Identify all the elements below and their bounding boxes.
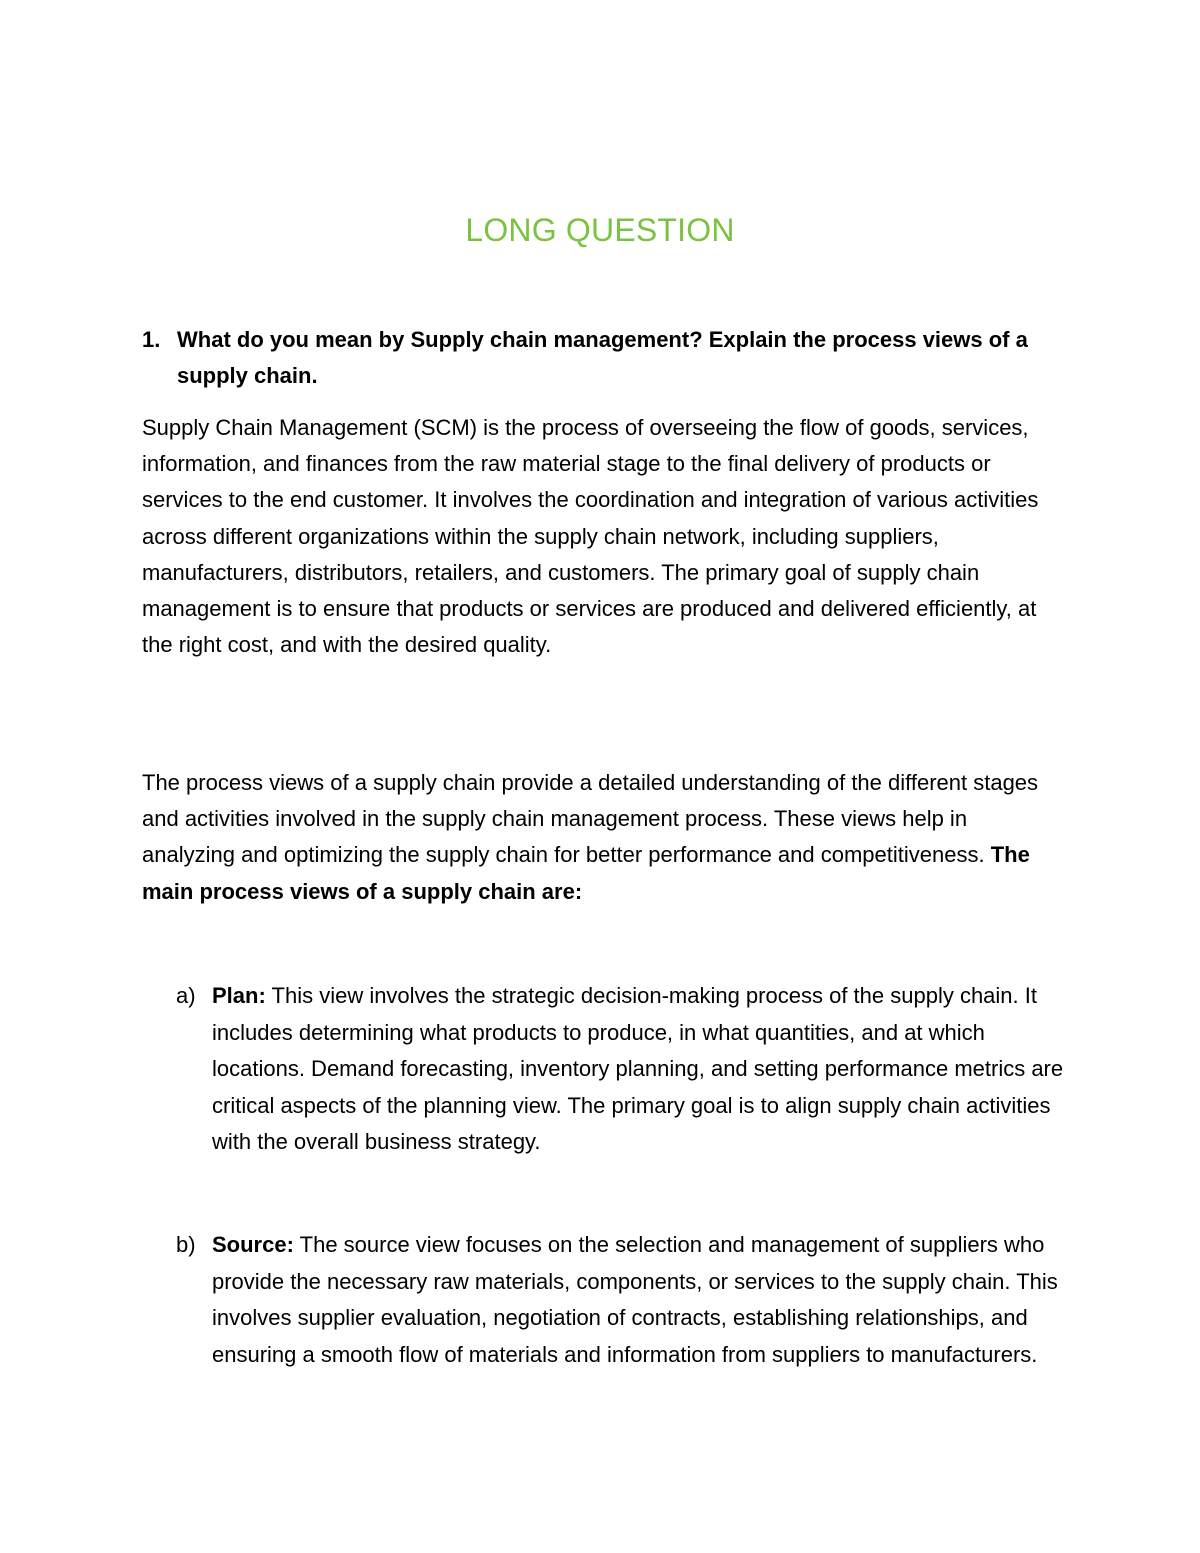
list-item-plan	[176, 978, 1076, 1161]
question-number: 1.	[142, 327, 161, 352]
list-item-term: Plan:	[212, 983, 266, 1008]
list-item-source	[176, 1227, 1076, 1373]
list-item-body	[212, 1227, 1076, 1373]
list-item-text: The source view focuses on the selection and management of suppliers who provide the necessary raw materials, components, or services to the supply chain. This involves supplier evaluation, negotiation of contracts, establishing relationships, and ensuring a smooth flow of materials and information from suppliers to manufacturers.	[212, 1232, 1058, 1367]
process-views-bold-lead: The main process views of a supply chain are:	[142, 842, 1030, 904]
list-item-text: This view involves the strategic decision-making process of the supply chain. It includes determining what products to produce, in what quantities, and at which locations. Demand forecasting, inventory planning, and setting performance metrics are critical aspects of the planning view. The primary goal is to align supply chain activities with the overall business strategy.	[212, 983, 1064, 1154]
process-views-paragraph	[142, 765, 1062, 910]
process-views-intro-text: The process views of a supply chain provide a detailed understanding of the different stages and activities involved in the supply chain management process. These views help in analyzing and optimizing the supply chain for better performance and competitiveness.	[142, 770, 1039, 868]
question-heading	[142, 322, 1062, 394]
list-item-term: Source:	[212, 1232, 294, 1257]
scm-definition-paragraph: Supply Chain Management (SCM) is the process of overseeing the flow of goods, services, information, and finances from the raw material stage to the final delivery of products or services to the end customer. It involves the coordination and integration of various activities across different organizations within the supply chain network, including suppliers, manufacturers, distributors, retailers, and customers. The primary goal of supply chain management is to ensure that products or services are produced and delivered efficiently, at the right cost, and with the desired quality.	[142, 415, 1039, 658]
list-item-body	[212, 978, 1076, 1161]
list-marker: a)	[176, 983, 196, 1008]
document-title: LONG QUESTION	[465, 212, 735, 248]
list-marker: b)	[176, 1232, 196, 1257]
question-text: What do you mean by Supply chain management? Explain the process views of a supply chain.	[177, 327, 1028, 388]
